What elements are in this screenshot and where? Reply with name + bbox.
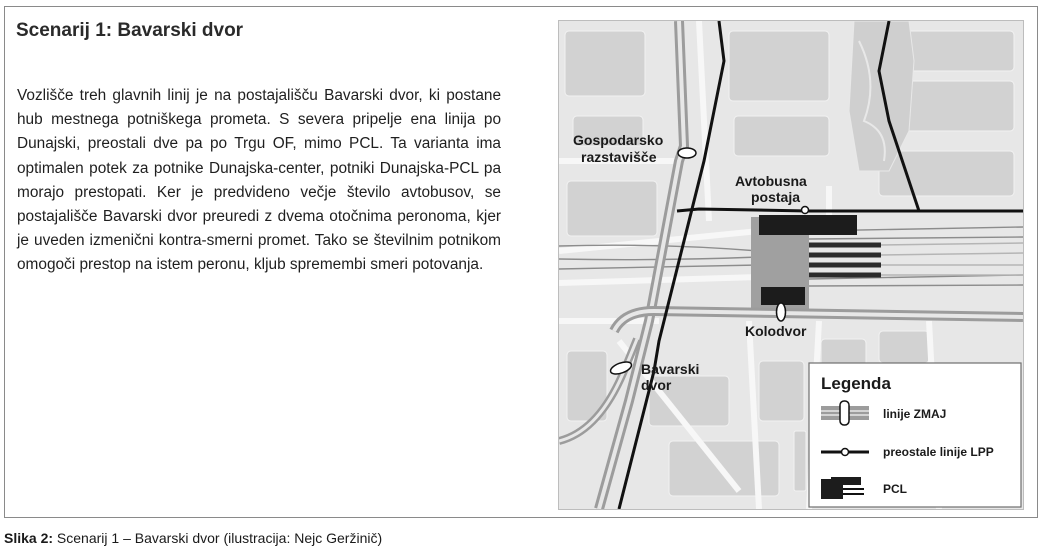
city-block: [565, 31, 645, 96]
label-postaja: postaja: [751, 189, 801, 205]
label-avtobusna: Avtobusna: [735, 173, 807, 189]
city-block: [567, 181, 657, 236]
city-block: [759, 361, 804, 421]
stop-kolodvor: [777, 303, 786, 321]
label-razstavisce: razstavišče: [581, 149, 657, 165]
city-block: [899, 81, 1014, 131]
city-block: [794, 431, 806, 491]
legend-item-lpp: preostale linije LPP: [883, 445, 994, 459]
stop-bavarski-dvor: [609, 360, 633, 377]
stop-avtobusna: [802, 207, 809, 214]
label-dvor: dvor: [641, 377, 672, 393]
city-block: [734, 116, 829, 156]
figure-caption: [4, 530, 382, 546]
pcl-block-north: [759, 215, 857, 235]
city-block: [879, 151, 1014, 196]
map-illustration: [558, 20, 1024, 510]
pcl-block-south: [761, 287, 805, 305]
city-block: [729, 31, 829, 101]
scenario-description: Vozlišče treh glavnih linij je na postajališču Bavarski dvor, ki postane hub mestnega potniškega prometa. S severa pripelje ena linija po Dunajski, preostali dve pa po Trgu OF, mimo PCL. Ta varianta ima optimalen potek za potnike Dunajska-center, potniki Dunajska-PCL pa morajo prestopati. Ker je predvideno večje število avtobusov, se postajališče Bavarski dvor preuredi z dvema otočnima peronoma, kjer je uveden izmenični kontra-smerni promet. Tako se številnim potnikom omogoči prestop na istem peronu, kljub spremembi smeri potovanja.: [17, 87, 501, 274]
caption-label: Slika 2:: [4, 530, 54, 546]
label-kolodvor: Kolodvor: [745, 323, 807, 339]
legend-item-pcl: PCL: [883, 482, 907, 496]
park-area: [849, 21, 914, 171]
page-title: Scenarij 1: Bavarski dvor: [16, 20, 244, 41]
legend: [809, 363, 1021, 507]
label-bavarski: Bavarski: [641, 361, 700, 377]
label-gospodarsko: Gospodarsko: [573, 132, 664, 148]
legend-item-zmaj: linije ZMAJ: [883, 407, 947, 421]
city-block: [879, 331, 929, 363]
stop-gospodarsko: [678, 148, 696, 158]
caption-text: Scenarij 1 – Bavarski dvor (ilustracija: Nejc Geržinič): [56, 530, 383, 546]
legend-title: Legenda: [821, 374, 891, 393]
lpp-line-bus-station: [677, 209, 1023, 211]
